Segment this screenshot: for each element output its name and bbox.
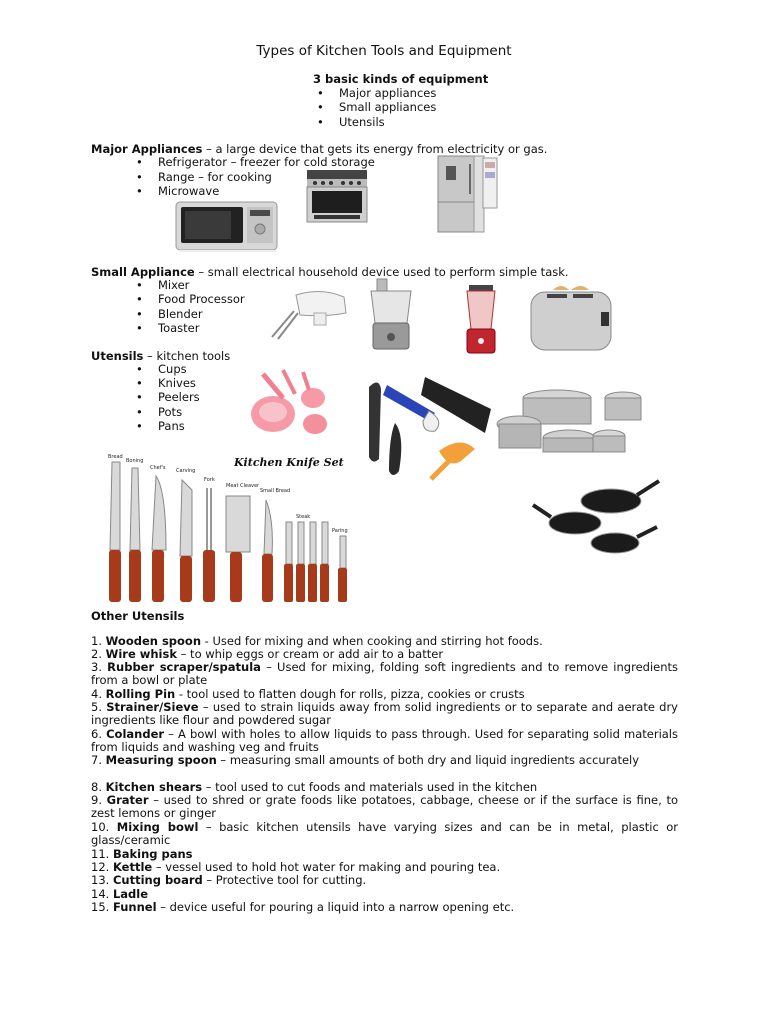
knife-label: Paring bbox=[332, 528, 348, 534]
range-image bbox=[305, 168, 369, 226]
knife-set-title: Kitchen Knife Set bbox=[234, 456, 344, 469]
major-term: Major Appliances bbox=[91, 142, 203, 156]
item-term: Rolling Pin bbox=[105, 687, 176, 701]
item-desc: – tool used to cut foods and materials used in the kitchen bbox=[202, 780, 538, 794]
item-number: 4. bbox=[91, 687, 106, 701]
small-item: • Toaster bbox=[158, 321, 199, 335]
item-term: Strainer/Sieve bbox=[106, 700, 199, 714]
small-desc: – small electrical household device used to perform simple task. bbox=[194, 265, 569, 279]
small-item: • Blender bbox=[158, 307, 203, 321]
knife-set-image bbox=[106, 450, 352, 606]
item-number: 2. bbox=[91, 647, 106, 661]
item-number: 10. bbox=[91, 820, 117, 834]
food-processor-image bbox=[367, 277, 419, 353]
other-utensils-heading: Other Utensils bbox=[91, 609, 185, 623]
small-appliance-definition bbox=[91, 265, 569, 279]
item-desc: – device useful for pouring a liquid into a narrow opening etc. bbox=[156, 900, 515, 914]
other-item-6 bbox=[91, 728, 678, 755]
item-term: Colander bbox=[106, 727, 165, 741]
item-term: Cutting board bbox=[112, 873, 203, 887]
major-item: • Refrigerator – freezer for cold storage bbox=[158, 155, 375, 169]
utensils-item: • Knives bbox=[158, 376, 196, 390]
other-item-5 bbox=[91, 701, 678, 728]
utensils-definition bbox=[91, 349, 230, 363]
item-number: 7. bbox=[91, 753, 106, 767]
item-desc: – to whip eggs or cream or add air to a batter bbox=[177, 647, 444, 661]
item-number: 15. bbox=[91, 900, 113, 914]
other-item-13 bbox=[91, 874, 678, 887]
small-item: • Mixer bbox=[158, 278, 189, 292]
item-number: 6. bbox=[91, 727, 107, 741]
major-item: • Range – for cooking bbox=[158, 170, 272, 184]
major-item: • Microwave bbox=[158, 184, 219, 198]
knife-label: Chef's bbox=[150, 465, 166, 471]
item-number: 13. bbox=[91, 873, 113, 887]
mixer-image bbox=[266, 287, 350, 343]
other-item-15 bbox=[91, 901, 678, 914]
knife-label: Fork bbox=[204, 477, 215, 483]
knife-label: Small Bread bbox=[260, 488, 291, 494]
basic-heading: 3 basic kinds of equipment bbox=[313, 72, 489, 86]
knife-label: Boning bbox=[126, 458, 144, 464]
refrigerator-image bbox=[436, 154, 500, 234]
item-term: Baking pans bbox=[112, 847, 193, 861]
utensils-desc: – kitchen tools bbox=[143, 349, 231, 363]
item-desc: – vessel used to hold hot water for making and pouring tea. bbox=[152, 860, 501, 874]
blender-image bbox=[461, 283, 501, 357]
item-term: Rubber scraper/spatula bbox=[107, 660, 261, 674]
item-number: 8. bbox=[91, 780, 106, 794]
item-number: 9. bbox=[91, 793, 107, 807]
item-desc: – used to shred or grate foods like potatoes, cabbage, cheese or if the surface is fine, to zest lemons or ginger bbox=[91, 793, 678, 821]
other-item-3 bbox=[91, 661, 678, 688]
knife-label: Bread bbox=[108, 454, 123, 460]
item-desc: – measuring small amounts of both dry and liquid ingredients accurately bbox=[216, 753, 640, 767]
item-number: 11. bbox=[91, 847, 113, 861]
pans-image bbox=[531, 477, 661, 563]
item-desc: – A bowl with holes to allow liquids to pass through. Used for separating solid materials from liquids and washing veg and fruits bbox=[91, 727, 678, 755]
item-number: 14. bbox=[91, 887, 113, 901]
page-title: Types of Kitchen Tools and Equipment bbox=[256, 43, 512, 59]
small-item: • Food Processor bbox=[158, 292, 245, 306]
utensils-term: Utensils bbox=[91, 349, 144, 363]
measuring-cups-image bbox=[243, 364, 336, 444]
utensils-item: • Pans bbox=[158, 419, 185, 433]
item-term: Kettle bbox=[112, 860, 153, 874]
item-desc: - tool used to flatten dough for rolls, pizza, cookies or crusts bbox=[175, 687, 525, 701]
item-term: Kitchen shears bbox=[105, 780, 203, 794]
item-desc: - Used for mixing and when cooking and stirring hot foods. bbox=[201, 634, 543, 648]
item-term: Grater bbox=[106, 793, 149, 807]
toaster-image bbox=[527, 282, 617, 356]
item-term: Funnel bbox=[112, 900, 157, 914]
item-term: Mixing bowl bbox=[116, 820, 199, 834]
major-desc: – a large device that gets its energy from electricity or gas. bbox=[202, 142, 548, 156]
item-number: 1. bbox=[91, 634, 106, 648]
utensils-item: • Peelers bbox=[158, 390, 200, 404]
knife-label: Carving bbox=[176, 468, 196, 474]
basic-item: • Utensils bbox=[339, 115, 385, 129]
utensils-item: • Pots bbox=[158, 405, 182, 419]
item-desc: – basic kitchen utensils have varying sizes and can be in metal, plastic or glass/ceramic bbox=[91, 820, 679, 848]
other-item-10 bbox=[91, 821, 678, 848]
item-term: Wire whisk bbox=[105, 647, 177, 661]
item-term: Measuring spoon bbox=[105, 753, 217, 767]
item-number: 12. bbox=[91, 860, 113, 874]
pots-image bbox=[497, 384, 655, 458]
knife-label: Meat Cleaver bbox=[226, 483, 260, 489]
other-item-7 bbox=[91, 754, 678, 767]
item-number: 3. bbox=[91, 660, 108, 674]
item-desc: – used to strain liquids away from solid ingredients or to separate and aerate dry ingredients like flour and powdered sugar bbox=[91, 700, 678, 728]
other-item-9 bbox=[91, 794, 678, 821]
basic-item: • Major appliances bbox=[339, 86, 436, 100]
small-term: Small Appliance bbox=[91, 265, 195, 279]
item-desc: – Used for mixing, folding soft ingredients and to remove ingredients from a bowl or plate bbox=[91, 660, 678, 688]
item-number: 5. bbox=[91, 700, 107, 714]
item-term: Ladle bbox=[112, 887, 149, 901]
item-term: Wooden spoon bbox=[105, 634, 202, 648]
basic-item: • Small appliances bbox=[339, 100, 436, 114]
knife-label: Steak bbox=[296, 514, 311, 520]
item-desc: – Protective tool for cutting. bbox=[202, 873, 367, 887]
utensils-item: • Cups bbox=[158, 362, 187, 376]
microwave-image bbox=[175, 199, 279, 253]
peelers-image bbox=[365, 375, 495, 485]
